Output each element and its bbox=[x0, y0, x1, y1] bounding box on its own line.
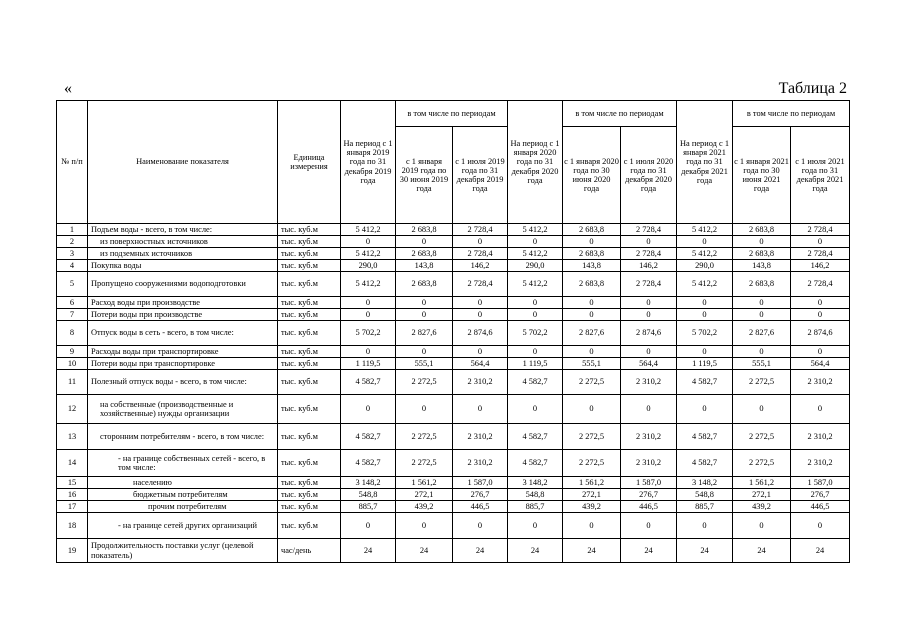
row-value: 2 310,2 bbox=[453, 450, 508, 477]
row-value: 2 310,2 bbox=[621, 450, 677, 477]
row-value: 143,8 bbox=[563, 260, 621, 272]
row-value: 2 827,6 bbox=[733, 321, 791, 346]
row-value: 548,8 bbox=[508, 489, 563, 501]
row-value: 146,2 bbox=[453, 260, 508, 272]
row-value: 2 728,4 bbox=[791, 272, 850, 297]
row-value: 0 bbox=[508, 395, 563, 424]
row-value: 2 310,2 bbox=[791, 370, 850, 395]
row-indicator-name: Потери воды при производстве bbox=[88, 309, 278, 321]
row-number: 10 bbox=[57, 358, 88, 370]
table-row bbox=[57, 297, 850, 309]
row-value: 1 119,5 bbox=[341, 358, 396, 370]
row-value: 0 bbox=[341, 395, 396, 424]
row-number: 14 bbox=[57, 450, 88, 477]
row-indicator-name: из поверхностных источников bbox=[88, 236, 278, 248]
table-row bbox=[57, 346, 850, 358]
row-value: 0 bbox=[453, 346, 508, 358]
col-header-incl-2021: в том числе по периодам bbox=[733, 101, 850, 127]
row-value: 3 148,2 bbox=[341, 477, 396, 489]
table-row bbox=[57, 309, 850, 321]
col-header-h1-2020: с 1 января 2020 года по 30 июня 2020 года bbox=[563, 127, 621, 224]
col-header-period-2021: На период с 1 января 2021 года по 31 декабря 2021 года bbox=[677, 101, 733, 224]
row-value: 0 bbox=[563, 346, 621, 358]
row-value: 0 bbox=[733, 309, 791, 321]
row-unit: тыс. куб.м bbox=[278, 236, 341, 248]
row-value: 2 272,5 bbox=[733, 450, 791, 477]
row-unit: тыс. куб.м bbox=[278, 346, 341, 358]
row-unit: тыс. куб.м bbox=[278, 370, 341, 395]
row-value: 0 bbox=[621, 236, 677, 248]
row-value: 555,1 bbox=[396, 358, 453, 370]
row-value: 146,2 bbox=[621, 260, 677, 272]
row-value: 272,1 bbox=[733, 489, 791, 501]
row-value: 0 bbox=[677, 236, 733, 248]
table-row bbox=[57, 424, 850, 450]
row-value: 0 bbox=[621, 513, 677, 539]
table-row bbox=[57, 477, 850, 489]
row-value: 885,7 bbox=[341, 501, 396, 513]
row-unit: тыс. куб.м bbox=[278, 501, 341, 513]
col-header-unit: Единица измерения bbox=[278, 101, 341, 224]
row-value: 0 bbox=[396, 513, 453, 539]
row-number: 8 bbox=[57, 321, 88, 346]
row-number: 15 bbox=[57, 477, 88, 489]
row-value: 143,8 bbox=[733, 260, 791, 272]
row-value: 2 728,4 bbox=[453, 248, 508, 260]
row-value: 24 bbox=[396, 539, 453, 563]
row-value: 0 bbox=[453, 395, 508, 424]
row-value: 446,5 bbox=[791, 501, 850, 513]
row-value: 0 bbox=[791, 395, 850, 424]
row-value: 2 827,6 bbox=[396, 321, 453, 346]
row-value: 2 310,2 bbox=[453, 424, 508, 450]
row-unit: тыс. куб.м bbox=[278, 477, 341, 489]
row-value: 0 bbox=[508, 513, 563, 539]
row-value: 24 bbox=[791, 539, 850, 563]
row-value: 0 bbox=[677, 297, 733, 309]
row-indicator-name: Расход воды при производстве bbox=[88, 297, 278, 309]
row-value: 2 728,4 bbox=[621, 224, 677, 236]
row-value: 885,7 bbox=[508, 501, 563, 513]
row-value: 0 bbox=[621, 346, 677, 358]
row-value: 564,4 bbox=[453, 358, 508, 370]
row-value: 2 683,8 bbox=[563, 224, 621, 236]
row-value: 2 310,2 bbox=[791, 424, 850, 450]
row-number: 9 bbox=[57, 346, 88, 358]
row-value: 2 272,5 bbox=[396, 370, 453, 395]
row-value: 548,8 bbox=[677, 489, 733, 501]
row-value: 548,8 bbox=[341, 489, 396, 501]
row-value: 1 587,0 bbox=[453, 477, 508, 489]
row-value: 0 bbox=[733, 513, 791, 539]
row-unit: тыс. куб.м bbox=[278, 224, 341, 236]
row-value: 0 bbox=[341, 236, 396, 248]
table-row bbox=[57, 224, 850, 236]
row-value: 2 728,4 bbox=[621, 272, 677, 297]
row-number: 11 bbox=[57, 370, 88, 395]
header-row-top bbox=[57, 101, 850, 127]
col-header-h1-2019: с 1 января 2019 года по 30 июня 2019 года bbox=[396, 127, 453, 224]
row-number: 18 bbox=[57, 513, 88, 539]
row-value: 1 561,2 bbox=[396, 477, 453, 489]
col-header-h2-2021: с 1 июля 2021 года по 31 декабря 2021 года bbox=[791, 127, 850, 224]
row-value: 2 272,5 bbox=[396, 450, 453, 477]
row-number: 6 bbox=[57, 297, 88, 309]
row-number: 12 bbox=[57, 395, 88, 424]
row-number: 19 bbox=[57, 539, 88, 563]
row-value: 5 702,2 bbox=[677, 321, 733, 346]
row-value: 0 bbox=[563, 513, 621, 539]
row-value: 0 bbox=[621, 395, 677, 424]
table-row bbox=[57, 513, 850, 539]
row-value: 276,7 bbox=[621, 489, 677, 501]
row-indicator-name: из подземных источников bbox=[88, 248, 278, 260]
row-value: 1 587,0 bbox=[621, 477, 677, 489]
row-indicator-name: Отпуск воды в сеть - всего, в том числе: bbox=[88, 321, 278, 346]
row-value: 3 148,2 bbox=[677, 477, 733, 489]
row-indicator-name: Полезный отпуск воды - всего, в том числе: bbox=[88, 370, 278, 395]
row-value: 0 bbox=[341, 309, 396, 321]
row-value: 2 683,8 bbox=[396, 224, 453, 236]
table-row bbox=[57, 450, 850, 477]
row-value: 4 582,7 bbox=[341, 424, 396, 450]
row-value: 439,2 bbox=[396, 501, 453, 513]
row-number: 13 bbox=[57, 424, 88, 450]
row-value: 2 310,2 bbox=[621, 424, 677, 450]
row-value: 1 119,5 bbox=[677, 358, 733, 370]
row-value: 0 bbox=[453, 236, 508, 248]
row-value: 24 bbox=[621, 539, 677, 563]
quote-mark: « bbox=[64, 80, 72, 97]
row-number: 1 bbox=[57, 224, 88, 236]
table-row bbox=[57, 489, 850, 501]
row-indicator-name: - на границе сетей других организаций bbox=[88, 513, 278, 539]
row-value: 2 728,4 bbox=[453, 224, 508, 236]
row-value: 2 683,8 bbox=[563, 272, 621, 297]
row-value: 2 310,2 bbox=[621, 370, 677, 395]
row-value: 446,5 bbox=[453, 501, 508, 513]
row-unit: тыс. куб.м bbox=[278, 358, 341, 370]
row-value: 564,4 bbox=[791, 358, 850, 370]
col-header-incl-2020: в том числе по периодам bbox=[563, 101, 677, 127]
row-value: 5 412,2 bbox=[508, 272, 563, 297]
row-value: 3 148,2 bbox=[508, 477, 563, 489]
row-value: 2 272,5 bbox=[563, 450, 621, 477]
row-value: 2 683,8 bbox=[733, 248, 791, 260]
row-value: 0 bbox=[563, 395, 621, 424]
row-value: 2 874,6 bbox=[453, 321, 508, 346]
row-unit: тыс. куб.м bbox=[278, 260, 341, 272]
row-value: 1 119,5 bbox=[508, 358, 563, 370]
col-header-name: Наименование показателя bbox=[88, 101, 278, 224]
table-row bbox=[57, 236, 850, 248]
row-value: 0 bbox=[341, 513, 396, 539]
row-value: 0 bbox=[733, 297, 791, 309]
row-value: 272,1 bbox=[396, 489, 453, 501]
row-number: 7 bbox=[57, 309, 88, 321]
row-value: 0 bbox=[341, 297, 396, 309]
row-indicator-name: Пропущено сооружениями водоподготовки bbox=[88, 272, 278, 297]
row-value: 24 bbox=[733, 539, 791, 563]
row-value: 555,1 bbox=[563, 358, 621, 370]
row-value: 1 587,0 bbox=[791, 477, 850, 489]
row-unit: тыс. куб.м bbox=[278, 297, 341, 309]
col-header-h2-2020: с 1 июля 2020 года по 31 декабря 2020 года bbox=[621, 127, 677, 224]
row-value: 0 bbox=[733, 236, 791, 248]
row-indicator-name: Продолжительность поставки услуг (целевой показатель) bbox=[88, 539, 278, 563]
row-indicator-name: Расходы воды при транспортировке bbox=[88, 346, 278, 358]
table-row bbox=[57, 321, 850, 346]
row-number: 17 bbox=[57, 501, 88, 513]
row-value: 564,4 bbox=[621, 358, 677, 370]
row-value: 0 bbox=[677, 395, 733, 424]
row-unit: тыс. куб.м bbox=[278, 395, 341, 424]
row-value: 1 561,2 bbox=[733, 477, 791, 489]
row-value: 5 412,2 bbox=[341, 224, 396, 236]
col-header-h1-2021: с 1 января 2021 года по 30 июня 2021 года bbox=[733, 127, 791, 224]
row-indicator-name: населению bbox=[88, 477, 278, 489]
row-value: 555,1 bbox=[733, 358, 791, 370]
row-value: 2 683,8 bbox=[563, 248, 621, 260]
row-value: 5 412,2 bbox=[341, 248, 396, 260]
row-value: 5 412,2 bbox=[508, 248, 563, 260]
row-value: 2 272,5 bbox=[733, 370, 791, 395]
table-row bbox=[57, 272, 850, 297]
row-indicator-name: бюджетным потребителям bbox=[88, 489, 278, 501]
row-value: 4 582,7 bbox=[677, 370, 733, 395]
row-value: 24 bbox=[563, 539, 621, 563]
row-value: 5 412,2 bbox=[508, 224, 563, 236]
row-value: 276,7 bbox=[453, 489, 508, 501]
row-value: 0 bbox=[791, 309, 850, 321]
row-value: 4 582,7 bbox=[341, 450, 396, 477]
table-caption: Таблица 2 bbox=[778, 80, 847, 97]
row-value: 5 412,2 bbox=[677, 224, 733, 236]
row-value: 0 bbox=[508, 297, 563, 309]
row-value: 1 561,2 bbox=[563, 477, 621, 489]
row-number: 2 bbox=[57, 236, 88, 248]
row-value: 0 bbox=[677, 513, 733, 539]
row-indicator-name: сторонним потребителям - всего, в том числе: bbox=[88, 424, 278, 450]
row-value: 4 582,7 bbox=[508, 424, 563, 450]
row-indicator-name: Покупка воды bbox=[88, 260, 278, 272]
row-value: 2 272,5 bbox=[396, 424, 453, 450]
col-header-period-2020: На период с 1 января 2020 года по 31 декабря 2020 года bbox=[508, 101, 563, 224]
row-unit: час/день bbox=[278, 539, 341, 563]
row-value: 0 bbox=[733, 395, 791, 424]
row-value: 4 582,7 bbox=[677, 450, 733, 477]
row-value: 0 bbox=[791, 513, 850, 539]
row-value: 24 bbox=[677, 539, 733, 563]
row-value: 0 bbox=[396, 346, 453, 358]
row-number: 16 bbox=[57, 489, 88, 501]
row-unit: тыс. куб.м bbox=[278, 424, 341, 450]
col-header-period-2019: На период с 1 января 2019 года по 31 декабря 2019 года bbox=[341, 101, 396, 224]
row-value: 0 bbox=[563, 236, 621, 248]
row-value: 2 728,4 bbox=[791, 248, 850, 260]
table-row bbox=[57, 539, 850, 563]
col-header-num: № п/п bbox=[57, 101, 88, 224]
row-value: 24 bbox=[341, 539, 396, 563]
row-value: 0 bbox=[733, 346, 791, 358]
row-value: 439,2 bbox=[563, 501, 621, 513]
row-indicator-name: - на границе собственных сетей - всего, в том числе: bbox=[88, 450, 278, 477]
row-value: 272,1 bbox=[563, 489, 621, 501]
col-header-h2-2019: с 1 июля 2019 года по 31 декабря 2019 года bbox=[453, 127, 508, 224]
row-unit: тыс. куб.м bbox=[278, 513, 341, 539]
row-indicator-name: Подъем воды - всего, в том числе: bbox=[88, 224, 278, 236]
row-value: 2 310,2 bbox=[453, 370, 508, 395]
row-value: 2 827,6 bbox=[563, 321, 621, 346]
row-value: 0 bbox=[563, 309, 621, 321]
row-value: 2 683,8 bbox=[733, 224, 791, 236]
row-value: 24 bbox=[508, 539, 563, 563]
row-number: 3 bbox=[57, 248, 88, 260]
row-value: 0 bbox=[396, 297, 453, 309]
row-unit: тыс. куб.м bbox=[278, 272, 341, 297]
row-value: 24 bbox=[453, 539, 508, 563]
row-unit: тыс. куб.м bbox=[278, 450, 341, 477]
row-value: 0 bbox=[396, 236, 453, 248]
row-value: 446,5 bbox=[621, 501, 677, 513]
row-value: 290,0 bbox=[508, 260, 563, 272]
table-row bbox=[57, 358, 850, 370]
row-value: 0 bbox=[508, 346, 563, 358]
col-header-incl-2019: в том числе по периодам bbox=[396, 101, 508, 127]
row-unit: тыс. куб.м bbox=[278, 321, 341, 346]
row-value: 0 bbox=[453, 513, 508, 539]
row-value: 5 702,2 bbox=[508, 321, 563, 346]
row-unit: тыс. куб.м bbox=[278, 489, 341, 501]
row-value: 0 bbox=[791, 297, 850, 309]
table-row bbox=[57, 501, 850, 513]
row-value: 2 683,8 bbox=[733, 272, 791, 297]
row-value: 2 272,5 bbox=[563, 424, 621, 450]
row-number: 4 bbox=[57, 260, 88, 272]
row-indicator-name: Потери воды при транспортировке bbox=[88, 358, 278, 370]
row-value: 0 bbox=[677, 346, 733, 358]
table-row bbox=[57, 395, 850, 424]
row-value: 290,0 bbox=[677, 260, 733, 272]
row-number: 5 bbox=[57, 272, 88, 297]
row-value: 5 412,2 bbox=[677, 272, 733, 297]
row-value: 2 728,4 bbox=[453, 272, 508, 297]
row-value: 0 bbox=[396, 309, 453, 321]
row-value: 2 272,5 bbox=[563, 370, 621, 395]
row-value: 0 bbox=[341, 346, 396, 358]
row-value: 4 582,7 bbox=[508, 450, 563, 477]
row-value: 0 bbox=[791, 236, 850, 248]
row-value: 143,8 bbox=[396, 260, 453, 272]
row-value: 0 bbox=[563, 297, 621, 309]
row-value: 2 683,8 bbox=[396, 272, 453, 297]
row-value: 4 582,7 bbox=[508, 370, 563, 395]
table-body bbox=[57, 224, 850, 563]
row-value: 2 272,5 bbox=[733, 424, 791, 450]
row-indicator-name: на собственные (производственные и хозяйственные) нужды организации bbox=[88, 395, 278, 424]
row-value: 2 310,2 bbox=[791, 450, 850, 477]
row-value: 0 bbox=[791, 346, 850, 358]
row-unit: тыс. куб.м bbox=[278, 309, 341, 321]
water-balance-table bbox=[56, 100, 850, 563]
row-value: 4 582,7 bbox=[341, 370, 396, 395]
row-value: 0 bbox=[621, 309, 677, 321]
row-value: 0 bbox=[508, 309, 563, 321]
row-value: 2 874,6 bbox=[621, 321, 677, 346]
row-value: 0 bbox=[453, 309, 508, 321]
table-row bbox=[57, 370, 850, 395]
row-unit: тыс. куб.м bbox=[278, 248, 341, 260]
row-value: 0 bbox=[621, 297, 677, 309]
row-value: 2 683,8 bbox=[396, 248, 453, 260]
row-value: 146,2 bbox=[791, 260, 850, 272]
row-value: 290,0 bbox=[341, 260, 396, 272]
row-value: 2 728,4 bbox=[791, 224, 850, 236]
row-value: 0 bbox=[677, 309, 733, 321]
row-value: 5 412,2 bbox=[341, 272, 396, 297]
table-row bbox=[57, 248, 850, 260]
row-value: 276,7 bbox=[791, 489, 850, 501]
row-value: 2 874,6 bbox=[791, 321, 850, 346]
row-value: 2 728,4 bbox=[621, 248, 677, 260]
row-value: 5 412,2 bbox=[677, 248, 733, 260]
row-indicator-name: прочим потребителям bbox=[88, 501, 278, 513]
table-row bbox=[57, 260, 850, 272]
row-value: 885,7 bbox=[677, 501, 733, 513]
row-value: 0 bbox=[508, 236, 563, 248]
row-value: 0 bbox=[396, 395, 453, 424]
row-value: 0 bbox=[453, 297, 508, 309]
row-value: 439,2 bbox=[733, 501, 791, 513]
row-value: 4 582,7 bbox=[677, 424, 733, 450]
row-value: 5 702,2 bbox=[341, 321, 396, 346]
